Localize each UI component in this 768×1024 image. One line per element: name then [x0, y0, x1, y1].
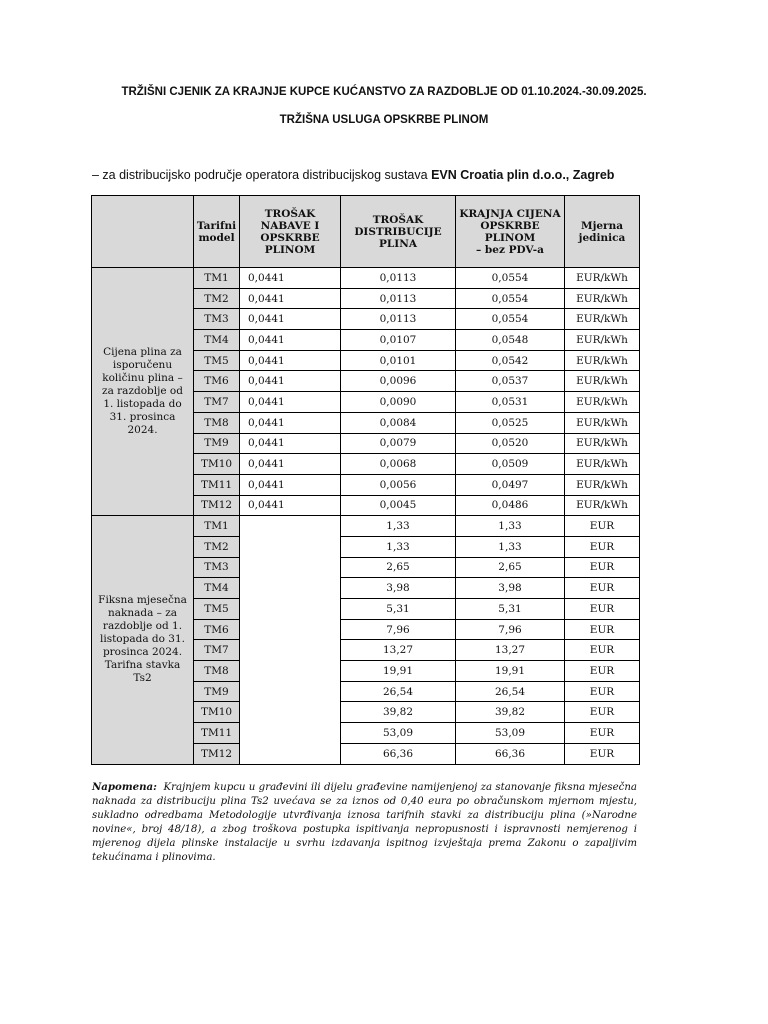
header-krajnja-label: KRAJNJA CIJENA OPSKRBE PLINOM: [459, 207, 561, 244]
tariff-model: TM5: [194, 599, 240, 620]
cost-distribution: 0,0107: [341, 330, 456, 351]
tariff-model: TM5: [194, 350, 240, 371]
cost-supply: 0,0441: [240, 309, 341, 330]
unit: EUR/kWh: [565, 371, 640, 392]
final-price: 0,0520: [456, 433, 565, 454]
cost-supply: 0,0441: [240, 433, 341, 454]
table-row: [92, 516, 640, 537]
tariff-model: TM7: [194, 392, 240, 413]
cost-supply: 0,0441: [240, 350, 341, 371]
cost-distribution: 0,0113: [341, 288, 456, 309]
final-price: 0,0486: [456, 495, 565, 516]
cost-supply: 0,0441: [240, 268, 341, 289]
final-price: 13,27: [456, 640, 565, 661]
final-price: 0,0537: [456, 371, 565, 392]
unit: EUR: [565, 723, 640, 744]
table-header-row: [92, 196, 640, 268]
tariff-model: TM12: [194, 743, 240, 764]
document-subtitle: TRŽIŠNA USLUGA OPSKRBE PLINOM: [279, 114, 489, 126]
final-price: 66,36: [456, 743, 565, 764]
cost-supply: 0,0441: [240, 495, 341, 516]
header-distribucija: TROŠAK DISTRIBUCIJE PLINA: [341, 196, 456, 268]
group-label-energy: Cijena plina za isporučenu količinu plina – za razdoblje od 1. listopada do 31. prosinca 2024.: [92, 268, 194, 516]
cost-distribution: 19,91: [341, 661, 456, 682]
tariff-model: TM12: [194, 495, 240, 516]
cost-supply: 0,0441: [240, 330, 341, 351]
cost-distribution: 0,0096: [341, 371, 456, 392]
unit: EUR/kWh: [565, 412, 640, 433]
cost-distribution: 0,0113: [341, 268, 456, 289]
tariff-model: TM1: [194, 268, 240, 289]
cost-distribution: 0,0090: [341, 392, 456, 413]
unit: EUR: [565, 599, 640, 620]
final-price: 0,0509: [456, 454, 565, 475]
cost-distribution: 26,54: [341, 681, 456, 702]
unit: EUR: [565, 516, 640, 537]
tariff-model: TM8: [194, 412, 240, 433]
tariff-model: TM7: [194, 640, 240, 661]
footnote: [92, 780, 637, 865]
final-price: 0,0554: [456, 309, 565, 330]
unit: EUR/kWh: [565, 309, 640, 330]
tariff-model: TM6: [194, 371, 240, 392]
cost-distribution: 5,31: [341, 599, 456, 620]
cost-distribution: 0,0045: [341, 495, 456, 516]
tariff-model: TM3: [194, 309, 240, 330]
footnote-text: Krajnjem kupcu u građevini ili dijelu građevine namijenjenoj za stanovanje fiksna mjesečna naknada za distribuciju plina Ts2 uvećava se za iznos od 0,40 eura po obračunskom mjernom mjestu, sukladno odredbama Metodologije utvrđivanja iznosa tarifnih stavki za distribuciju plina (»Narodne novine«, broj 48/18), a zbog troškova postupka ispitivanja nepropusnosti i ispravnosti nemjerenog i mjerenog dijela plinske instalacije u svrhu izdavanja ispitnog izvještaja prema Zakonu o zapaljivim tekućinama i plinovima.: [92, 782, 637, 863]
tariff-model: TM9: [194, 681, 240, 702]
final-price: 0,0554: [456, 268, 565, 289]
tariff-model: TM11: [194, 474, 240, 495]
final-price: 19,91: [456, 661, 565, 682]
final-price: 0,0497: [456, 474, 565, 495]
tariff-model: TM11: [194, 723, 240, 744]
cost-distribution: 39,82: [341, 702, 456, 723]
cost-distribution: 7,96: [341, 619, 456, 640]
header-krajnja-note: – bez PDV-a: [476, 243, 544, 256]
cost-supply: 0,0441: [240, 392, 341, 413]
final-price: 1,33: [456, 536, 565, 557]
header-empty: [92, 196, 194, 268]
cost-distribution: 66,36: [341, 743, 456, 764]
header-model: Tarifni model: [194, 196, 240, 268]
cost-distribution: 0,0079: [341, 433, 456, 454]
cost-distribution: 53,09: [341, 723, 456, 744]
group-label-fixed-fee: Fiksna mjesečna naknada – za razdoblje od 1. listopada do 31. prosinca 2024. Tarifna stavka Ts2: [92, 516, 194, 764]
unit: EUR/kWh: [565, 433, 640, 454]
unit: EUR/kWh: [565, 392, 640, 413]
final-price: 3,98: [456, 578, 565, 599]
tariff-model: TM8: [194, 661, 240, 682]
cost-distribution: 13,27: [341, 640, 456, 661]
tariff-model: TM2: [194, 288, 240, 309]
tariff-model: TM2: [194, 536, 240, 557]
unit: EUR/kWh: [565, 495, 640, 516]
header-jedinica: Mjerna jedinica: [565, 196, 640, 268]
unit: EUR: [565, 681, 640, 702]
cost-supply: 0,0441: [240, 371, 341, 392]
tariff-model: TM4: [194, 330, 240, 351]
price-table: [91, 195, 640, 765]
tariff-model: TM10: [194, 702, 240, 723]
final-price: 1,33: [456, 516, 565, 537]
final-price: 39,82: [456, 702, 565, 723]
cost-distribution: 0,0113: [341, 309, 456, 330]
tariff-model: TM10: [194, 454, 240, 475]
unit: EUR: [565, 702, 640, 723]
tariff-model: TM1: [194, 516, 240, 537]
unit: EUR/kWh: [565, 288, 640, 309]
tariff-model: TM6: [194, 619, 240, 640]
tariff-model: TM9: [194, 433, 240, 454]
cost-distribution: 0,0084: [341, 412, 456, 433]
table-row: [92, 268, 640, 289]
final-price: 26,54: [456, 681, 565, 702]
tariff-model: TM3: [194, 557, 240, 578]
cost-supply: 0,0441: [240, 454, 341, 475]
intro-prefix: – za distribucijsko područje operatora distribucijskog sustava: [92, 168, 432, 182]
unit: EUR: [565, 743, 640, 764]
final-price: 7,96: [456, 619, 565, 640]
final-price: 0,0531: [456, 392, 565, 413]
cost-distribution: 1,33: [341, 536, 456, 557]
final-price: 0,0548: [456, 330, 565, 351]
unit: EUR/kWh: [565, 268, 640, 289]
final-price: 0,0525: [456, 412, 565, 433]
final-price: 0,0554: [456, 288, 565, 309]
unit: EUR/kWh: [565, 350, 640, 371]
final-price: 53,09: [456, 723, 565, 744]
cost-supply: 0,0441: [240, 474, 341, 495]
cost-supply: 0,0441: [240, 412, 341, 433]
distribution-area-line: [92, 168, 614, 182]
cost-supply-empty: [240, 516, 341, 764]
unit: EUR/kWh: [565, 474, 640, 495]
cost-distribution: 1,33: [341, 516, 456, 537]
final-price: 2,65: [456, 557, 565, 578]
unit: EUR: [565, 661, 640, 682]
cost-distribution: 0,0068: [341, 454, 456, 475]
unit: EUR: [565, 557, 640, 578]
cost-distribution: 0,0101: [341, 350, 456, 371]
unit: EUR: [565, 640, 640, 661]
final-price: 5,31: [456, 599, 565, 620]
operator-name: EVN Croatia plin d.o.o., Zagreb: [431, 168, 615, 182]
final-price: 0,0542: [456, 350, 565, 371]
document-title: TRŽIŠNI CJENIK ZA KRAJNJE KUPCE KUĆANSTVO ZA RAZDOBLJE OD 01.10.2024.-30.09.2025.: [121, 86, 647, 98]
footnote-label: Napomena:: [92, 781, 157, 793]
header-krajnja: [456, 196, 565, 268]
cost-distribution: 0,0056: [341, 474, 456, 495]
cost-supply: 0,0441: [240, 288, 341, 309]
header-nabava: TROŠAK NABAVE I OPSKRBE PLINOM: [240, 196, 341, 268]
cost-distribution: 2,65: [341, 557, 456, 578]
unit: EUR/kWh: [565, 330, 640, 351]
cost-distribution: 3,98: [341, 578, 456, 599]
unit: EUR/kWh: [565, 454, 640, 475]
unit: EUR: [565, 619, 640, 640]
unit: EUR: [565, 578, 640, 599]
unit: EUR: [565, 536, 640, 557]
tariff-model: TM4: [194, 578, 240, 599]
